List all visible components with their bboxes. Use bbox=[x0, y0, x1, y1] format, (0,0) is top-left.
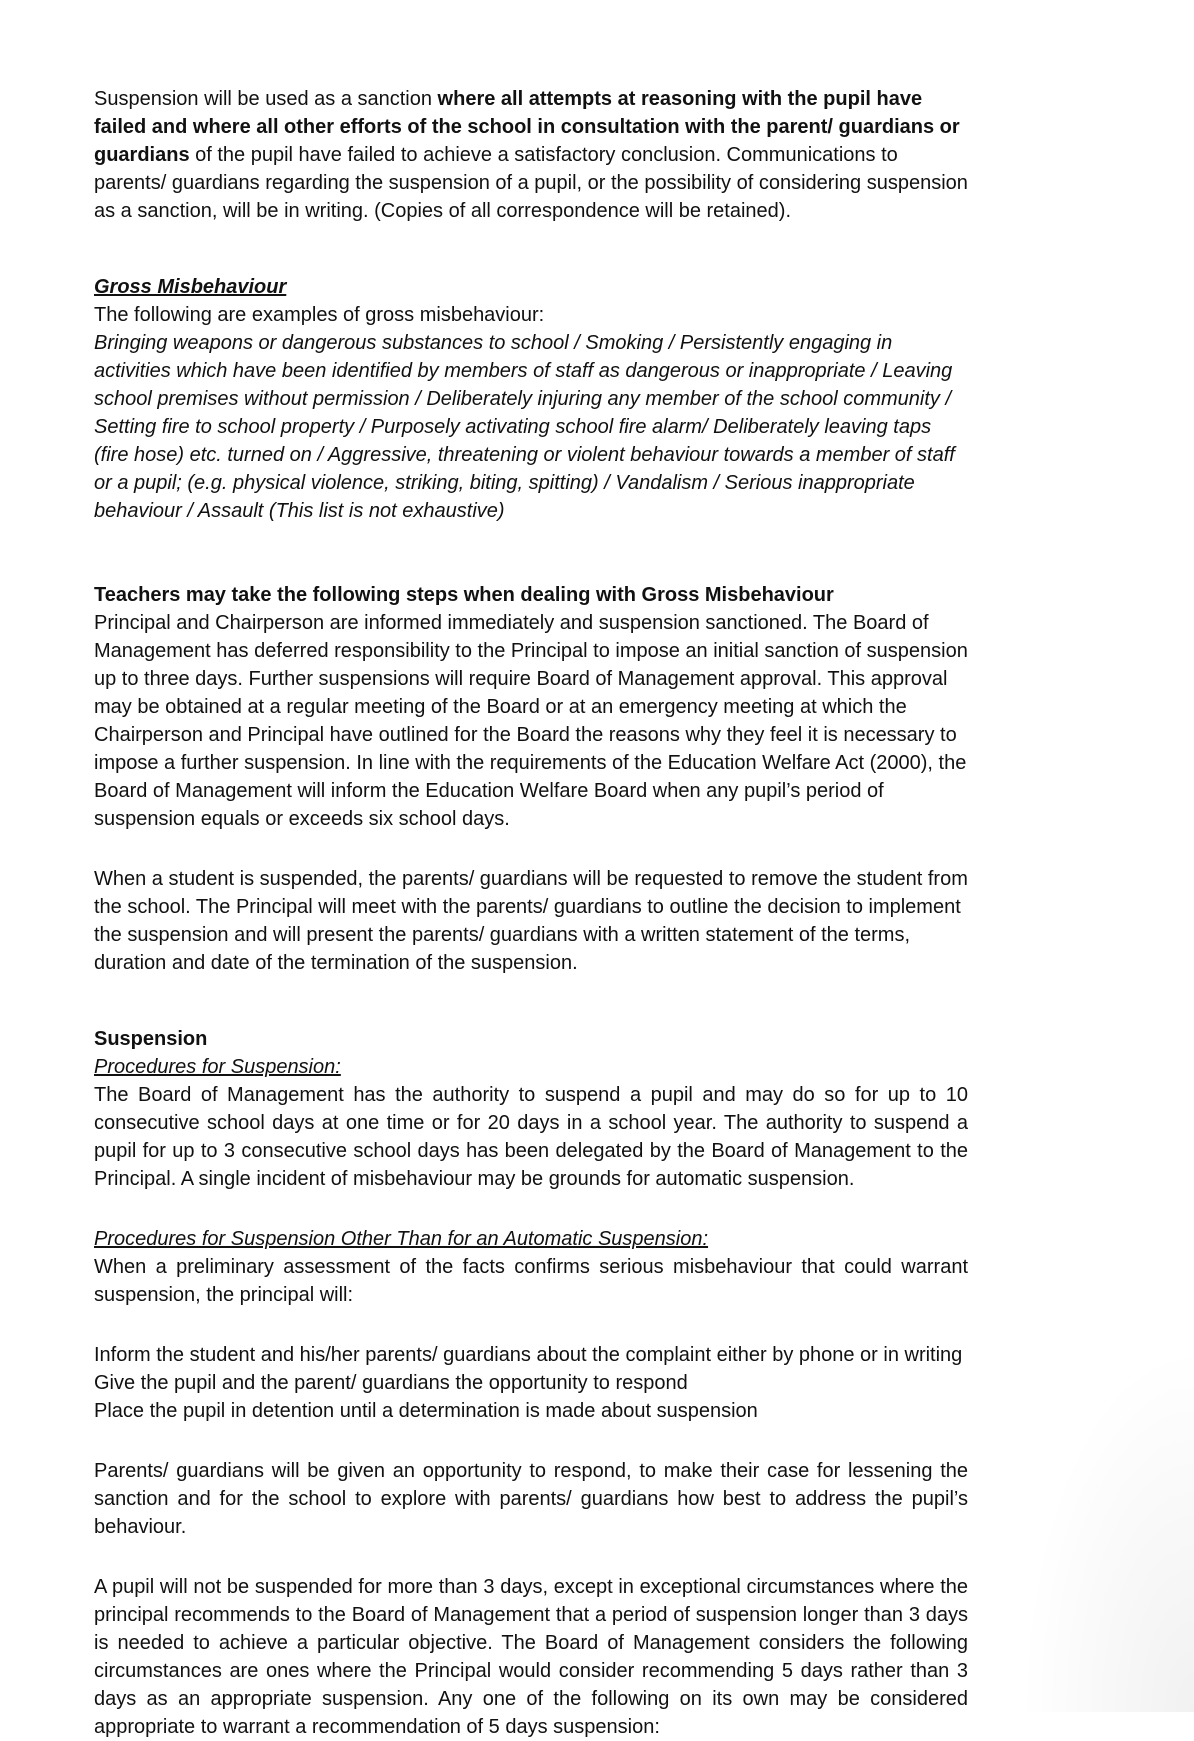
procedures-other-heading: Procedures for Suspension Other Than for an Automatic Suspension: bbox=[94, 1228, 709, 1250]
principal-steps-list bbox=[94, 1341, 968, 1425]
teachers-steps-heading: Teachers may take the following steps when dealing with Gross Misbehaviour bbox=[94, 584, 834, 606]
suspension-heading: Suspension bbox=[94, 1028, 208, 1050]
page-corner-shadow bbox=[1024, 1352, 1194, 1712]
teachers-steps-body: Principal and Chairperson are informed immediately and suspension sanctioned. The Board of Management has deferred responsibility to the Principal to impose an initial sanction of suspension up to three days. Further suspensions will require Board of Management approval. This approval may be obtained at a regular meeting of the Board or at an emergency meeting at which the Chairperson and Principal have outlined for the Board the reasons why they feel it is necessary to impose a further suspension. In line with the requirements of the Education Welfare Act (2000), the Board of Management will inform the Education Welfare Board when any pupil’s period of suspension equals or exceeds six school days. bbox=[94, 612, 968, 830]
gross-misbehaviour-lead: The following are examples of gross misbehaviour: bbox=[94, 304, 545, 326]
gross-misbehaviour-examples: Bringing weapons or dangerous substances to school / Smoking / Persistently engaging in activities which have been identified by members of staff as dangerous or inappropriate / Leaving school premises without permission / Deliberately injuring any member of the school community / Setting fire to school property / Purposely activating school fire alarm/ Deliberately leaving taps (fire hose) etc. turned on / Aggressive, threatening or violent behaviour towards a member of staff or a pupil; (e.g. physical violence, striking, biting, spitting) / Vandalism / Serious inappropriate behaviour / Assault (This list is not exhaustive) bbox=[94, 332, 955, 522]
intro-bold-run: where all attempts at reasoning with the pupil have failed and where all other efforts of the school in consultation with the parent/ guardians or guardians bbox=[94, 88, 960, 166]
procedures-other-body: When a preliminary assessment of the facts confirms serious misbehaviour that could warrant suspension, the principal will: bbox=[94, 1256, 968, 1306]
five-days-paragraph: A pupil will not be suspended for more than 3 days, except in exceptional circumstances where the principal recommends to the Board of Management that a period of suspension longer than 3 days is needed to achieve a particular objective. The Board of Management considers the following circumstances are ones where the Principal would consider recommending 5 days rather than 3 days as an appropriate suspension. Any one of the following on its own may be considered appropriate to warrant a recommendation of 5 days suspension: bbox=[94, 1576, 968, 1738]
principal-step-item: Place the pupil in detention until a determination is made about suspension bbox=[94, 1400, 758, 1422]
gross-misbehaviour-heading: Gross Misbehaviour bbox=[94, 276, 287, 298]
principal-step-item: Give the pupil and the parent/ guardians the opportunity to respond bbox=[94, 1372, 688, 1394]
procedures-for-suspension-body: The Board of Management has the authority to suspend a pupil and may do so for up to 10 consecutive school days at one time or for 20 days in a school year. The authority to suspend a pupil for up to 3 consecutive school days has been delegated by the Board of Management to the Principal. A single incident of misbehaviour may be grounds for automatic suspension. bbox=[94, 1084, 968, 1190]
intro-paragraph bbox=[94, 85, 968, 225]
student-suspended-paragraph: When a student is suspended, the parents/ guardians will be requested to remove the student from the school. The Principal will meet with the parents/ guardians to outline the decision to implement the suspension and will present the parents/ guardians with a written statement of the terms, duration and date of the termination of the suspension. bbox=[94, 868, 968, 974]
intro-text-run: of the pupil have failed to achieve a satisfactory conclusion. Communications to parents/ guardians regarding the suspension of a pupil, or the possibility of considering suspension as a sanction, will be in writing. (Copies of all correspondence will be retained). bbox=[94, 144, 968, 222]
principal-step-item: Inform the student and his/her parents/ guardians about the complaint either by phone or in writing bbox=[94, 1344, 963, 1366]
parents-respond-paragraph: Parents/ guardians will be given an opportunity to respond, to make their case for lessening the sanction and for the school to explore with parents/ guardians how best to address the pupil’s behaviour. bbox=[94, 1460, 968, 1538]
procedures-for-suspension-heading: Procedures for Suspension: bbox=[94, 1056, 341, 1078]
intro-text-run: Suspension will be used as a sanction bbox=[94, 88, 438, 110]
